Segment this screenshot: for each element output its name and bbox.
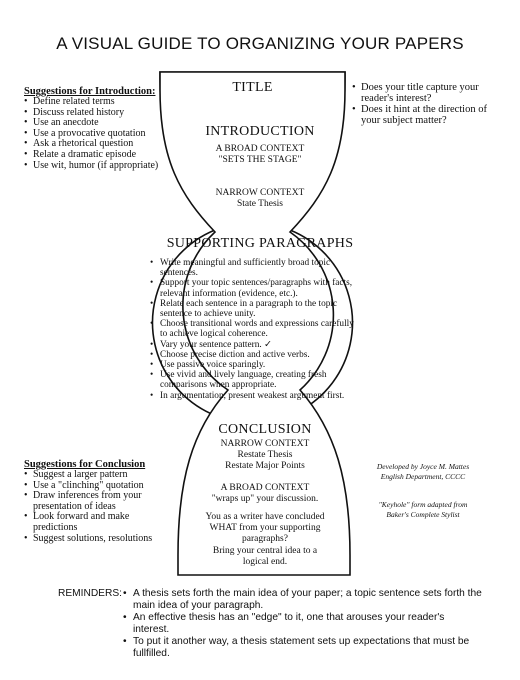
list-item: • Suggest a larger pattern [24, 470, 174, 481]
conclusion-suggestions-heading: Suggestions for Conclusion [24, 459, 146, 470]
supporting-heading: SUPPORTING PARAGRAPHS [166, 236, 354, 251]
vase-title: TITLE [232, 80, 273, 95]
list-item: • Use a provocative quotation [24, 129, 184, 140]
list-item: • A thesis sets forth the main idea of your paper; a topic sentence sets forth the main idea of your paragraph. [123, 588, 483, 612]
list-item: • Define related terms [24, 97, 184, 108]
list-item: • Look forward and make predictions [24, 512, 174, 533]
conclusion-narrow-context: NARROW CONTEXT [220, 439, 310, 449]
supporting-item: • Relate each sentence in a paragraph to the topic sentence to achieve unity. [150, 299, 355, 319]
reminders-label: REMINDERS: [58, 588, 122, 599]
conclusion-heading: CONCLUSION [218, 422, 312, 437]
page-title: A VISUAL GUIDE TO ORGANIZING YOUR PAPERS [56, 34, 464, 53]
intro-narrow-context: NARROW CONTEXT [215, 188, 305, 198]
supporting-item: • Use passive voice sparingly. [150, 360, 355, 370]
intro-suggestions-list [24, 97, 184, 171]
list-item: • Does your title capture your reader's interest? [352, 82, 492, 104]
list-item: • Suggest solutions, resolutions [24, 534, 174, 545]
list-item: • To put it another way, a thesis statement sets up expectations that must be fullfilled. [123, 636, 483, 660]
conclusion-wraps-up: "wraps up" your discussion. [211, 494, 319, 504]
intro-suggestions-heading: Suggestions for Introduction: [24, 86, 156, 97]
supporting-item: • Support your topic sentences/paragraphs with facts, relevant information (evidence, etc.). [150, 278, 355, 298]
conclusion-restate-thesis: Restate Thesis [237, 450, 293, 460]
list-item: • Use a "clinching" quotation [24, 481, 174, 492]
list-item: • Does it hint at the direction of your subject matter? [352, 104, 492, 126]
list-item: • Relate a dramatic episode [24, 150, 184, 161]
list-item: • Discuss related history [24, 108, 184, 119]
conclusion-broad-context: A BROAD CONTEXT [220, 483, 310, 493]
supporting-item: • Choose transitional words and expressions carefully to achieve logical coherence. [150, 319, 355, 339]
supporting-item: • Choose precise diction and active verbs. [150, 350, 355, 360]
credits-developed-by: Developed by Joyce M. Mattes [376, 462, 470, 471]
supporting-item: • Write meaningful and sufficiently broad topic sentences. [150, 258, 355, 278]
intro-sets-the-stage: "SETS THE STAGE" [218, 155, 302, 165]
credits-department: English Department, CCCC [380, 472, 466, 481]
list-item: • Ask a rhetorical question [24, 139, 184, 150]
supporting-list [150, 258, 355, 401]
intro-state-thesis: State Thesis [236, 199, 283, 209]
title-questions-list [352, 82, 492, 126]
list-item: • Use wit, humor (if appropriate) [24, 161, 184, 172]
reminders-list [123, 588, 483, 660]
supporting-item: • In argumentation, present weakest argument first. [150, 391, 355, 401]
conclusion-bring-idea: Bring your central idea to a logical end. [212, 546, 318, 567]
conclusion-restate-points: Restate Major Points [225, 461, 305, 471]
supporting-item: • Use vivid and lively language, creating fresh comparisons when appropriate. [150, 370, 355, 390]
supporting-item: • Vary your sentence pattern. ✓ [150, 340, 355, 350]
reminders-block [123, 588, 483, 660]
conclusion-suggestions-list [24, 470, 174, 544]
list-item: • An effective thesis has an "edge" to it, one that arouses your reader's interest. [123, 612, 483, 636]
list-item: • Use an anecdote [24, 118, 184, 129]
list-item: • Draw inferences from your presentation of ideas [24, 491, 174, 512]
conclusion-writer-question: You as a writer have concluded WHAT from your supporting paragraphs? [205, 512, 325, 544]
intro-broad-context: A BROAD CONTEXT [215, 144, 305, 154]
introduction-heading: INTRODUCTION [205, 124, 315, 139]
credits-source: Baker's Complete Stylist [386, 510, 460, 519]
credits-adapted: "Keyhole" form adapted from [378, 500, 468, 509]
